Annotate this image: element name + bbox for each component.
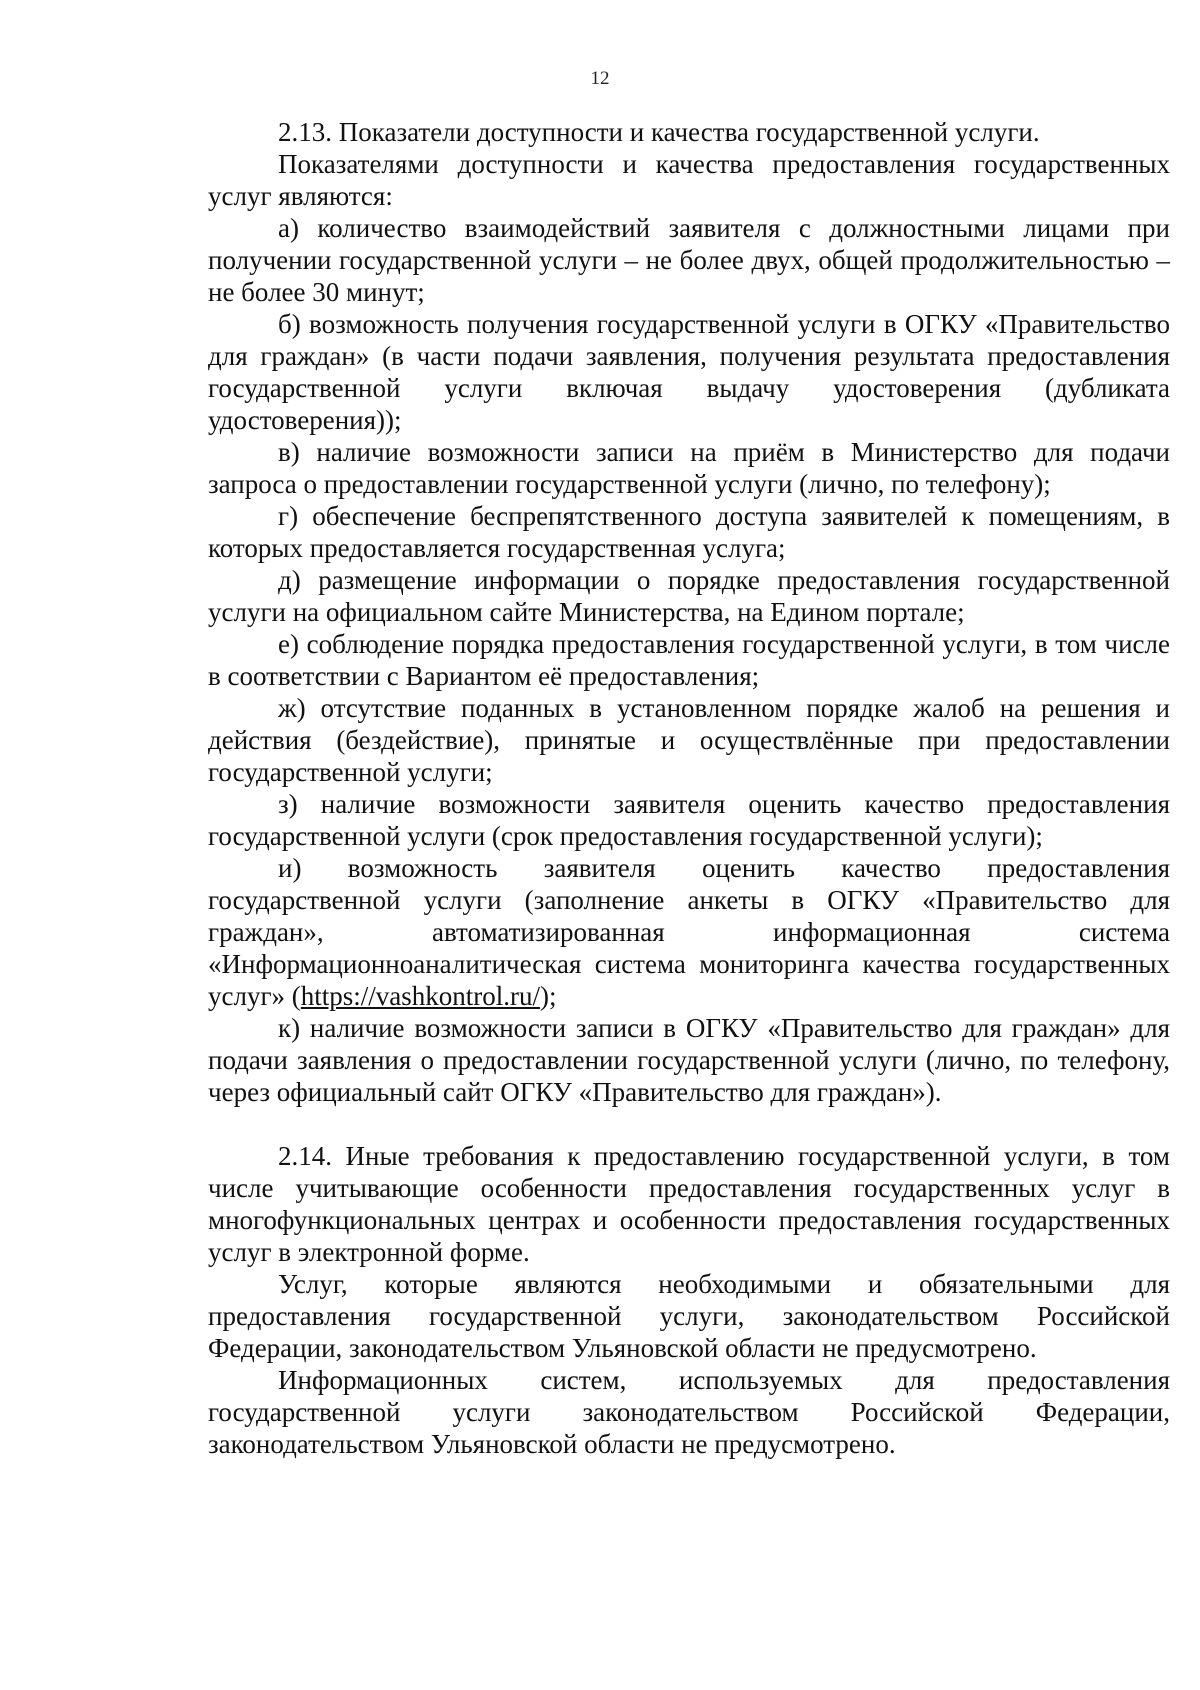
list-item-k: к) наличие возможности записи в ОГКУ «Правительство для граждан» для подачи заявления о предоставлении государственной услуги (лично, по телефону, через официальный сайт ОГКУ «Правительство для граждан»). [208, 1013, 1170, 1107]
vashkontrol-link[interactable]: https://vashkontrol.ru/ [300, 981, 541, 1011]
section-2-14-paragraph-2: Информационных систем, используемых для предоставления государственной услуги законодательством Российской Федерации, законодательством Ульяновской области не предусмотрено. [208, 1365, 1170, 1459]
list-item-zh: ж) отсутствие поданных в установленном порядке жалоб на решения и действия (бездействие), принятые и осуществлённые при предоставлении государственной услуги; [208, 693, 1170, 787]
section-2-13-intro: Показателями доступности и качества предоставления государственных услуг являются: [208, 149, 1170, 211]
list-item-d: д) размещение информации о порядке предоставления государственной услуги на официальном сайте Министерства, на Едином портале; [208, 565, 1170, 627]
list-item-i-text: и) возможность заявителя оценить качество предоставления государственной услуги (заполнение анкеты в ОГКУ «Правительство для граждан», автоматизированная информационная система «Информационноаналитическая система мониторинга качества государственных услуг» ( [208, 853, 1170, 1011]
list-item-i [208, 852, 1170, 1012]
list-item-b: б) возможность получения государственной услуги в ОГКУ «Правительство для граждан» (в части подачи заявления, получения результата предоставления государственной услуги включая выдачу удостоверения (дубликата удостоверения)); [208, 309, 1170, 435]
list-item-z: з) наличие возможности заявителя оценить качество предоставления государственной услуги (срок предоставления государственной услуги); [208, 789, 1170, 851]
section-2-14-heading: 2.14. Иные требования к предоставлению государственной услуги, в том числе учитывающие особенности предоставления государственных услуг в многофункциональных центрах и особенности предоставления государственных услуг в электронной форме. [208, 1141, 1170, 1267]
list-item-v: в) наличие возможности записи на приём в Министерство для подачи запроса о предоставлении государственной услуги (лично, по телефону); [208, 437, 1170, 499]
list-item-i-closing: ); [540, 981, 557, 1011]
list-item-a: а) количество взаимодействий заявителя с должностными лицами при получении государственной услуги – не более двух, общей продолжительностью – не более 30 минут; [208, 213, 1170, 307]
list-item-e: е) соблюдение порядка предоставления государственной услуги, в том числе в соответствии с Вариантом её предоставления; [208, 629, 1170, 691]
list-item-g: г) обеспечение беспрепятственного доступа заявителей к помещениям, в которых предоставляется государственная услуга; [208, 501, 1170, 563]
section-2-14-paragraph-1: Услуг, которые являются необходимыми и обязательными для предоставления государственной услуги, законодательством Российской Федерации, законодательством Ульяновской области не предусмотрено. [208, 1269, 1170, 1363]
document-body [208, 116, 1170, 1460]
section-2-13-heading: 2.13. Показатели доступности и качества государственной услуги. [278, 117, 1040, 147]
page-number: 12 [590, 68, 610, 89]
